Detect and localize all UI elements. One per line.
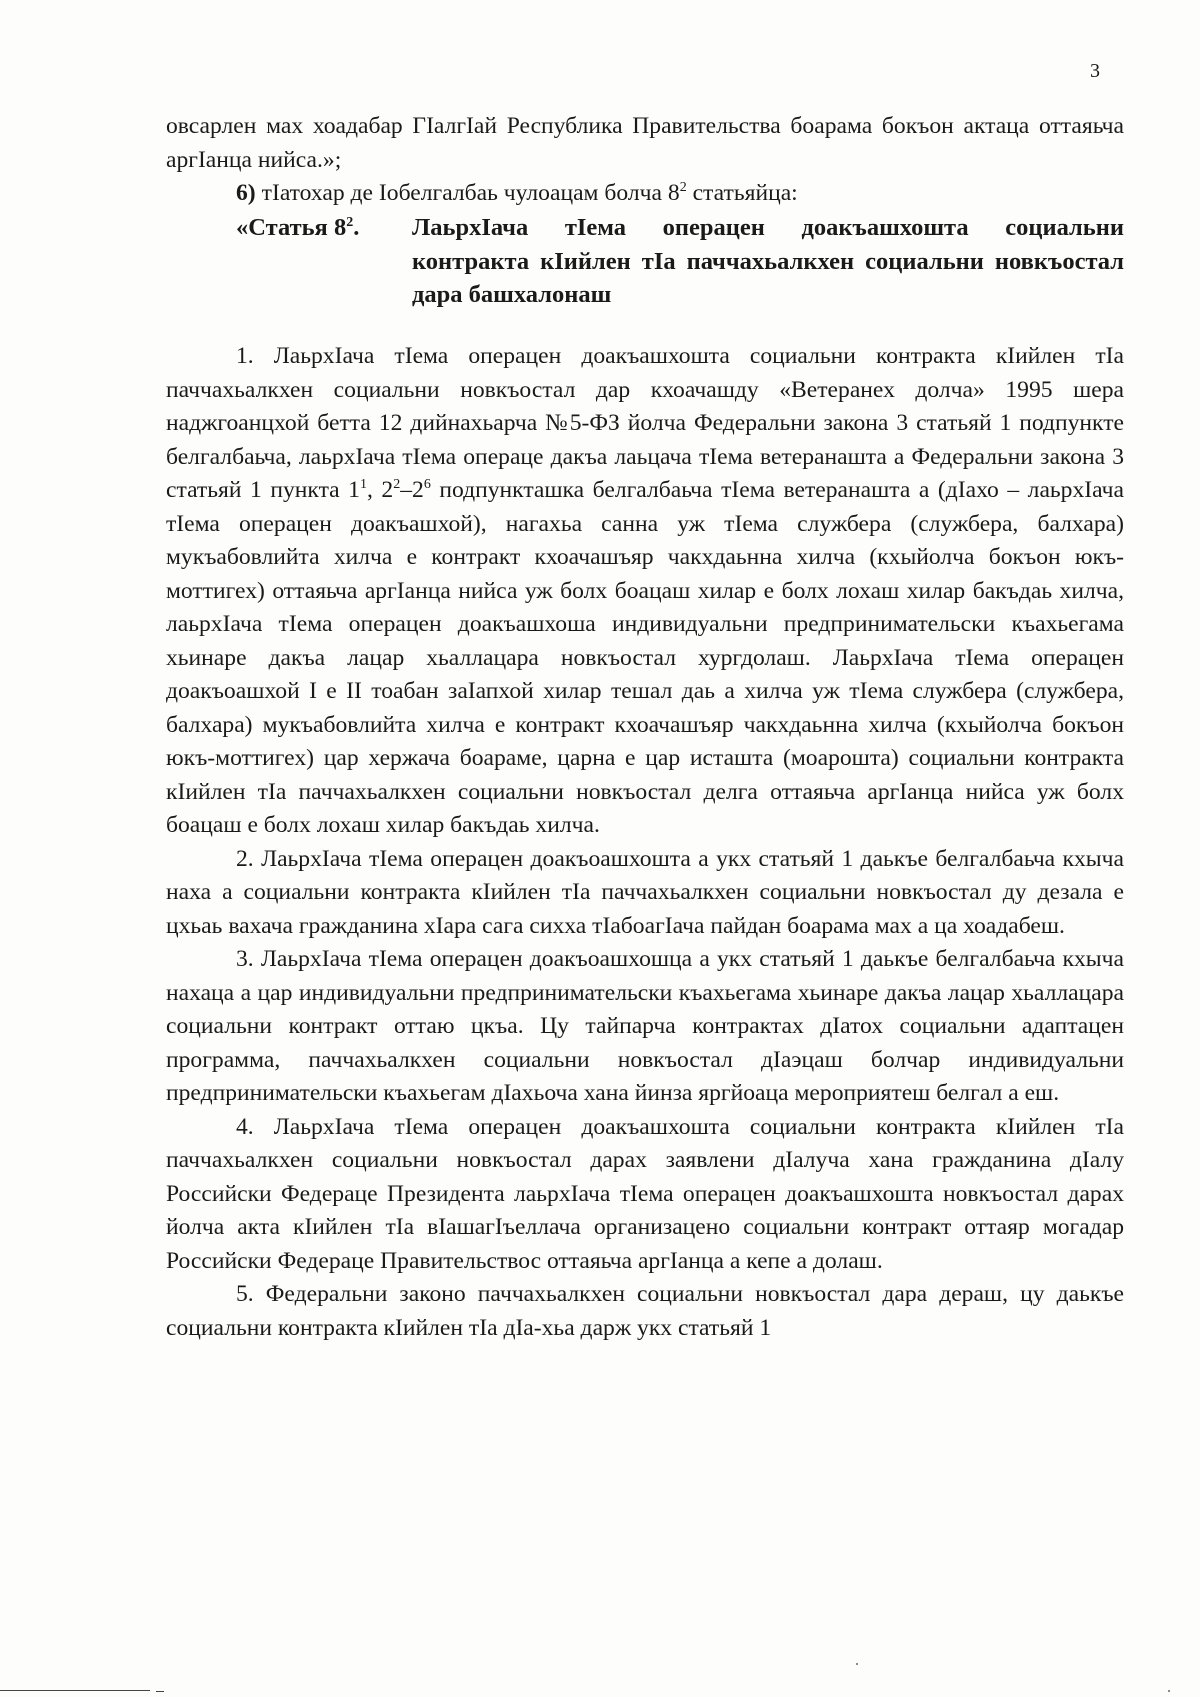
paragraph-3: 3. ЛаьрхIача тIема операцен доакъоашхошца а укх статьяй 1 даькъе белгалбаьча кхыча нахаца а цар индивидуальни предпринимательски къахьегама хьинаре дакъа лацар хьаллацара социальни контракт оттаю цкъа. Цу тайпарча контрактах дIатох социальни адаптацен программа, паччахьалкхен социальни новкъостал дIаэцаш болчар индивидуальни предпринимательски къахьегам дIахьоча хана йинза яргйоаца мероприятеш белгал а еш. (166, 946, 1124, 1106)
scan-speck (856, 1663, 858, 1665)
intro-line: овсарлен мах хоадабар ГIалгIай Республика Правительства боарама бокъон актаца оттаяьча аргIанца нийса.»; (166, 113, 1124, 173)
article-heading (236, 211, 1124, 312)
article-label-period: . (353, 214, 360, 241)
article-label-text: «Статья 8 (236, 214, 347, 241)
paragraph-1-text-d: подпункташка белгалбаьча тIема ветеранашта а (дIахо – лаьрхIача тIема операцен доакъашхой), нагахьа санна уж тIема службера (службера, балхара) мукъабовлийта хилча е контракт кхоачашъяр чакхдаьнна хилча (кхыйолча бокъон юкъ-моттигех) оттаяьча аргIанца нийса уж болх боацаш хилар е болх лохаш хилар бакъдаь хилча, лаьрхIача тIема операцен доакъашхоша индивидуальни предпринимательски къахьегама хьинаре дакъа лацар хьаллацара новкъостал хургдолаш. ЛаьрхIача тIема операцен доакъоашхой I е II тоабан заIапхой хилар тешал даь а хилча уж тIема службера (службера, балхара) мукъабовлийта хилча е контракт кхоачашъяр чакхдаьнна хилча (кхыйолча бокъон юкъ-моттигех) цар хержача боараме, царна е цар исташта (моарошта) социальни контракта кIийлен тIа паччахьалкхен социальни новкъостал делга оттаяьча аргIанца нийса уж болх боацаш е болх лохаш хилар бакъдаь хилча. (166, 477, 1125, 838)
sub-item-6 (236, 177, 1124, 211)
paragraph-4: 4. ЛаьрхIача тIема операцен доакъашхошта социальни контракта кIийлен тIа паччахьалкхен социальни новкъостал дарах заявлени дIалуча хана гражданина дIалу Российски Федераце Президента лаьрхIача тIема операцен доакъашхошта новкъостал дарах йолча акта кIийлен тIа вIашагIъеллача организацено социальни контракт оттаяр могадар Российски Федераце Правительствос оттаяьча аргIанца а кепе а долаш. (166, 1113, 1124, 1274)
scan-edge-line (0, 1690, 150, 1691)
sub-item-number: 6) (236, 180, 256, 206)
article-body (166, 340, 1124, 1345)
article-label-superscript: 2 (346, 214, 354, 230)
page-number: 3 (1090, 60, 1100, 82)
article-label (236, 211, 359, 245)
paragraph-1-sup-2: 2 (393, 477, 401, 493)
paragraph-1-text-b: , 2 (366, 477, 394, 503)
intro-block (166, 110, 1124, 211)
paragraph-1-text-a: 1. ЛаьрхIача тIема операцен доакъашхошта социальни контракта кIийлен тIа паччахьалкхен социальни новкъостал дар кхоачашду «Ветеранех долча» 1995 шера наджгоанцхой бетта 12 дийнахьарча №5-ФЗ йолча Федеральни закона 3 статьяй 1 подпункте белгалбаьча, лаьрхIача тIема операце дакъа лаьцача тIема ветеранашта а Федеральни закона 3 статьяй 1 пункта 1 (166, 343, 1124, 503)
paragraph-1-text-c: –2 (400, 477, 424, 503)
sub-item-superscript: 2 (679, 180, 687, 196)
sub-item-text-before: тIатохар де Iобелгалбаь чулоацам болча 8 (261, 180, 680, 206)
paragraph-1-sup-3: 6 (423, 477, 431, 493)
paragraph-1 (166, 340, 1124, 843)
scan-edge-mark (156, 1691, 164, 1692)
paragraph-5: 5. Федеральни законо паччахьалкхен социальни новкъостал дара дераш, цу даькъе социальни контракта кIийлен тIа дIа-хьа дарж укх статьяй 1 (166, 1281, 1124, 1341)
paragraph-2: 2. ЛаьрхIача тIема операцен доакъоашхошта а укх статьяй 1 даькъе белгалбаьча кхыча наха а социальни контракта кIийлен тIа паччахьалкхен социальни новкъостал ду дезала е цхьаь вахача гражданина хIара сага сихха тIабоагIача пайдан боарама мах а ца хоадабеш. (166, 845, 1124, 939)
article-title: ЛаьрхIача тIема операцен доакъашхошта социальни контракта кIийлен тIа паччахьалкхен социальни новкъостал дара башхалонаш (412, 214, 1124, 308)
sub-item-text-after: статьяйца: (686, 180, 798, 206)
paragraph-1-sup-1: 1 (359, 477, 367, 493)
scan-speck (1168, 1690, 1170, 1692)
